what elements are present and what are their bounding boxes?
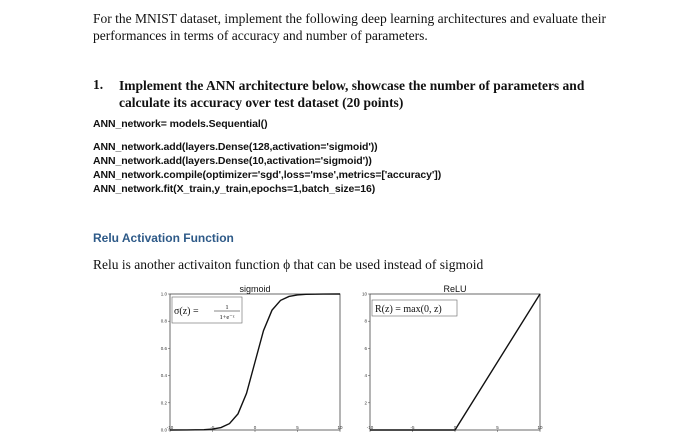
question-number: 1. <box>93 77 104 92</box>
code-line-4: ANN_network.compile(optimizer='sgd',loss='mse',metrics=['accuracy']) <box>93 169 442 181</box>
relu-x-tick-label: -10 <box>366 425 374 430</box>
sigmoid-y-tick-label: 0.6 <box>160 345 167 351</box>
sigmoid-x-tick-label: -5 <box>210 425 215 430</box>
intro-paragraph: For the MNIST dataset, implement the following deep learning architectures and evaluate their performances in terms of accuracy and number of parameters. <box>93 11 606 43</box>
question-text: Implement the ANN architecture below, showcase the number of parameters and calculate its accuracy over test dataset (20 points) <box>119 78 585 110</box>
code-line-1: ANN_network= models.Sequential() <box>93 118 268 130</box>
sigmoid-formula-numerator: 1 <box>225 304 229 311</box>
relu-x-tick-label: 10 <box>537 425 543 430</box>
sigmoid-x-tick-label: -10 <box>166 425 174 430</box>
relu-heading: Relu Activation Function <box>93 231 234 245</box>
sigmoid-formula-lhs: σ(z) = <box>174 306 199 317</box>
relu-y-tick-label: 10 <box>361 291 367 297</box>
code-line-2: ANN_network.add(layers.Dense(128,activation='sigmoid')) <box>93 141 378 153</box>
sigmoid-title: sigmoid <box>239 284 271 294</box>
relu-title: ReLU <box>443 284 467 294</box>
relu-x-tick-label: -5 <box>410 425 415 430</box>
relu-formula: R(z) = max(0, z) <box>375 304 442 315</box>
relu-chart <box>362 284 543 432</box>
relu-description: Relu is another activaiton function ϕ that can be used instead of sigmoid <box>93 257 484 272</box>
sigmoid-x-tick-label: 10 <box>337 425 343 430</box>
relu-x-tick-label: 5 <box>496 425 499 430</box>
code-line-3: ANN_network.add(layers.Dense(10,activation='sigmoid')) <box>93 155 372 167</box>
sigmoid-x-tick-label: 5 <box>296 425 299 430</box>
relu-y-tick-label: 2 <box>364 400 367 406</box>
relu-y-tick-label: 4 <box>364 373 367 379</box>
sigmoid-x-tick-label: 0 <box>253 425 257 430</box>
sigmoid-y-tick-label: 0.8 <box>160 318 167 324</box>
sigmoid-y-tick-label: 0.0 <box>160 427 167 433</box>
code-line-5: ANN_network.fit(X_train,y_train,epochs=1,batch_size=16) <box>93 183 376 195</box>
relu-y-tick-label: 8 <box>364 318 367 324</box>
sigmoid-y-tick-label: 1.0 <box>160 291 167 297</box>
sigmoid-y-tick-label: 0.4 <box>160 373 167 379</box>
relu-x-tick-label: 0 <box>453 425 457 430</box>
relu-y-tick-label: 6 <box>364 345 367 351</box>
sigmoid-formula-denominator: 1+e⁻ᶻ <box>219 314 235 321</box>
sigmoid-chart <box>161 284 343 433</box>
sigmoid-y-tick-label: 0.2 <box>160 400 167 406</box>
